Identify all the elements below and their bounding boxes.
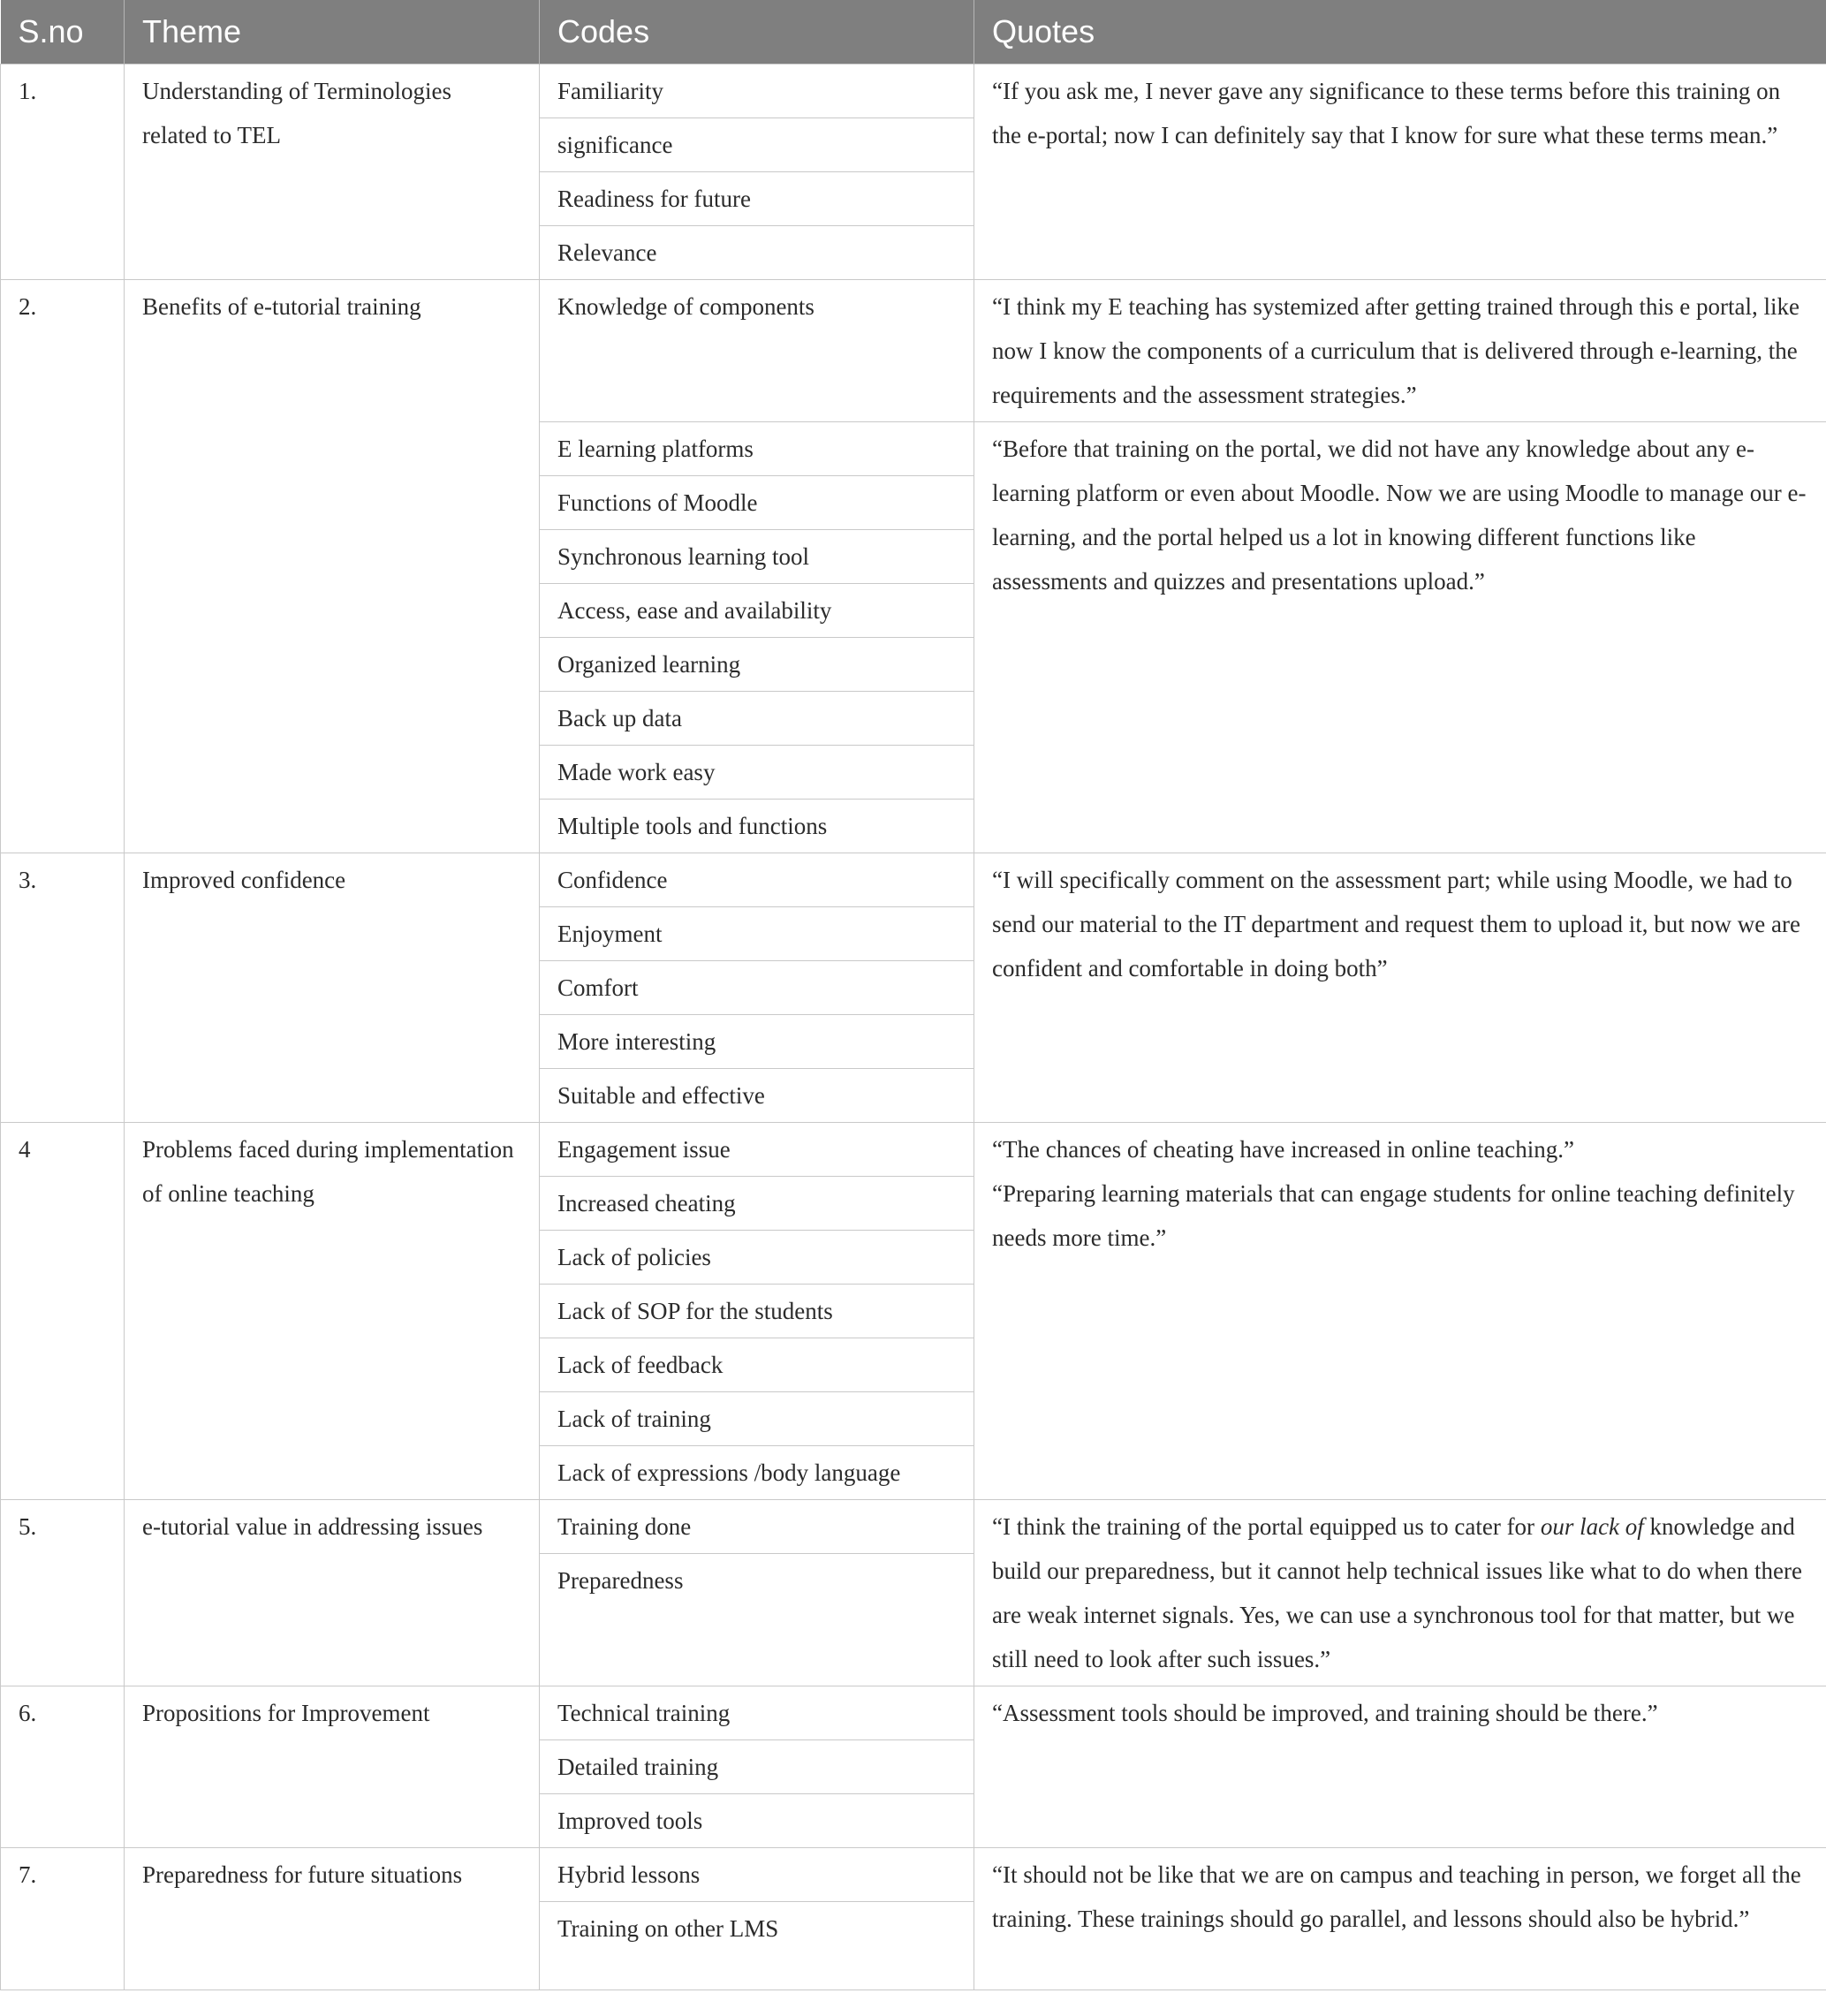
code-cell: Made work easy bbox=[540, 746, 974, 800]
row-theme: Preparedness for future situations bbox=[125, 1848, 540, 1990]
code-cell: Familiarity bbox=[540, 64, 974, 118]
code-cell: Hybrid lessons bbox=[540, 1848, 974, 1902]
table-row bbox=[1, 1686, 1826, 1740]
row-theme: e-tutorial value in addressing issues bbox=[125, 1500, 540, 1686]
code-cell: Improved tools bbox=[540, 1794, 974, 1848]
code-cell: E learning platforms bbox=[540, 422, 974, 476]
header-row bbox=[1, 0, 1826, 64]
quote-cell bbox=[974, 853, 1826, 1123]
quote-text: “I will specifically comment on the assessment part; while using Moodle, we had to send our material to the IT department and request them to upload it, but now we are confident and comfortable in doing both” bbox=[992, 867, 1800, 981]
code-cell: Synchronous learning tool bbox=[540, 530, 974, 584]
code-cell: Access, ease and availability bbox=[540, 584, 974, 638]
row-theme: Understanding of Terminologies related to TEL bbox=[125, 64, 540, 280]
quote-text: “Preparing learning materials that can engage students for online teaching definitely needs more time.” bbox=[992, 1180, 1795, 1251]
code-cell: Back up data bbox=[540, 692, 974, 746]
header-quotes: Quotes bbox=[974, 0, 1826, 64]
code-cell: Training done bbox=[540, 1500, 974, 1554]
code-cell: Lack of training bbox=[540, 1392, 974, 1446]
code-cell: More interesting bbox=[540, 1015, 974, 1069]
code-cell: Lack of expressions /body language bbox=[540, 1446, 974, 1500]
row-theme: Improved confidence bbox=[125, 853, 540, 1123]
table-row bbox=[1, 64, 1826, 118]
quote-cell bbox=[974, 1686, 1826, 1848]
row-sno: 7. bbox=[1, 1848, 125, 1990]
code-cell: Increased cheating bbox=[540, 1177, 974, 1231]
code-cell: Detailed training bbox=[540, 1740, 974, 1794]
code-cell: Engagement issue bbox=[540, 1123, 974, 1177]
quote-text: “Before that training on the portal, we did not have any knowledge about any e-learning platform or even about Moodle. Now we are using Moodle to manage our e-learning, and the portal helped us a lot in knowing different functions like assessments and quizzes and presentations upload.” bbox=[992, 436, 1807, 595]
code-cell: Readiness for future bbox=[540, 172, 974, 226]
code-cell: Lack of feedback bbox=[540, 1338, 974, 1392]
row-theme: Benefits of e-tutorial training bbox=[125, 280, 540, 853]
quote-text-part: “I think the training of the portal equipped us to cater for bbox=[992, 1513, 1541, 1540]
quote-cell bbox=[974, 1848, 1826, 1990]
quote-text: “The chances of cheating have increased in online teaching.” bbox=[992, 1136, 1574, 1163]
header-codes: Codes bbox=[540, 0, 974, 64]
row-sno: 5. bbox=[1, 1500, 125, 1686]
header-sno: S.no bbox=[1, 0, 125, 64]
row-sno: 3. bbox=[1, 853, 125, 1123]
quote-text: “If you ask me, I never gave any significance to these terms before this training on the e-portal; now I can definitely say that I know for sure what these terms mean.” bbox=[992, 78, 1781, 148]
quote-cell bbox=[974, 422, 1826, 853]
quote-cell bbox=[974, 1500, 1826, 1686]
code-cell: Functions of Moodle bbox=[540, 476, 974, 530]
table-row bbox=[1, 280, 1826, 422]
row-sno: 6. bbox=[1, 1686, 125, 1848]
code-cell: Preparedness bbox=[540, 1554, 974, 1686]
row-sno: 2. bbox=[1, 280, 125, 853]
code-cell: Technical training bbox=[540, 1686, 974, 1740]
table-row bbox=[1, 1848, 1826, 1902]
header-theme: Theme bbox=[125, 0, 540, 64]
code-cell: Comfort bbox=[540, 961, 974, 1015]
code-cell: Lack of policies bbox=[540, 1231, 974, 1285]
quote-cell bbox=[974, 280, 1826, 422]
quote-cell bbox=[974, 1123, 1826, 1500]
code-cell: Enjoyment bbox=[540, 907, 974, 961]
code-cell: Confidence bbox=[540, 853, 974, 907]
code-cell: Suitable and effective bbox=[540, 1069, 974, 1123]
quote-italic-text: our lack of bbox=[1540, 1513, 1644, 1540]
code-cell: Relevance bbox=[540, 226, 974, 280]
quote-cell bbox=[974, 64, 1826, 280]
code-cell: significance bbox=[540, 118, 974, 172]
code-cell: Knowledge of components bbox=[540, 280, 974, 422]
row-sno: 1. bbox=[1, 64, 125, 280]
code-cell: Organized learning bbox=[540, 638, 974, 692]
quote-text: “Assessment tools should be improved, and training should be there.” bbox=[992, 1700, 1658, 1726]
table-row bbox=[1, 1500, 1826, 1554]
row-theme: Propositions for Improvement bbox=[125, 1686, 540, 1848]
code-cell: Training on other LMS bbox=[540, 1902, 974, 1990]
row-sno: 4 bbox=[1, 1123, 125, 1500]
quote-text: “It should not be like that we are on campus and teaching in person, we forget all the training. These trainings should go parallel, and lessons should also be hybrid.” bbox=[992, 1861, 1801, 1932]
quote-text bbox=[992, 1504, 1808, 1681]
code-cell: Multiple tools and functions bbox=[540, 800, 974, 853]
quote-text-part: knowledge and build our preparedness, but it cannot help technical issues like what to do when there are weak internet signals. Yes, we can use a synchronous tool for that matter, but we still need to look after such issues.” bbox=[992, 1513, 1802, 1672]
row-theme: Problems faced during implementation of online teaching bbox=[125, 1123, 540, 1500]
code-cell: Lack of SOP for the students bbox=[540, 1285, 974, 1338]
table-row bbox=[1, 853, 1826, 907]
table-row bbox=[1, 1123, 1826, 1177]
quote-text: “I think my E teaching has systemized after getting trained through this e portal, like now I know the components of a curriculum that is delivered through e-learning, the requirements and the assessment strategies.” bbox=[992, 293, 1799, 408]
